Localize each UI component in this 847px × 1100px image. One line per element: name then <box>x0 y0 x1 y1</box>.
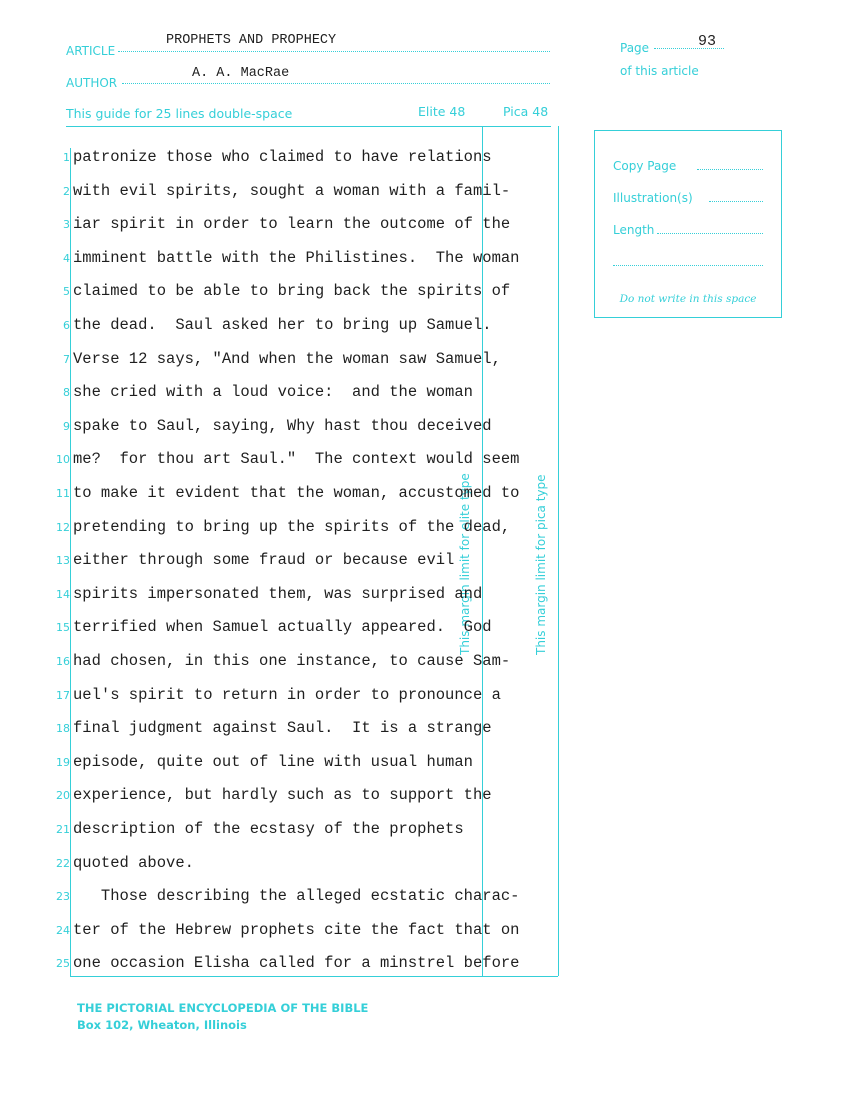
manuscript-line: she cried with a loud voice: and the woman <box>73 383 473 402</box>
line-number: 3 <box>63 218 70 232</box>
manuscript-line: quoted above. <box>73 853 194 872</box>
manuscript-line: experience, but hardly such as to support the <box>73 786 492 805</box>
top-border <box>66 126 551 127</box>
line-number: 4 <box>63 251 70 265</box>
article-label: ARTICLE <box>66 44 116 58</box>
manuscript-line: with evil spirits, sought a woman with a famil- <box>73 181 511 200</box>
author-label: AUTHOR <box>66 76 118 90</box>
manuscript-line: pretending to bring up the spirits of the dead, <box>73 517 511 536</box>
line-number: 2 <box>63 184 70 198</box>
bottom-border <box>70 976 558 977</box>
line-number: 19 <box>56 755 70 769</box>
manuscript-line: the dead. Saul asked her to bring up Samuel. <box>73 316 492 334</box>
line-number: 25 <box>56 957 70 971</box>
manuscript-line: claimed to be able to bring back the spirits of <box>73 282 511 301</box>
length-label: Length <box>613 223 655 237</box>
manuscript-line: description of the ecstasy of the prophets <box>73 820 464 838</box>
page-number: 93 <box>698 33 717 50</box>
manuscript-line: one occasion Elisha called for a minstrel before <box>73 954 520 973</box>
line-number: 9 <box>63 419 70 433</box>
manuscript-line: spirits impersonated them, was surprised and <box>73 584 483 603</box>
line-number: 10 <box>56 453 70 467</box>
editorial-box <box>594 130 782 318</box>
illustrations-label: Illustration(s) <box>613 191 693 205</box>
length-underline <box>657 233 763 234</box>
manuscript-line: final judgment against Saul. It is a strange <box>73 719 492 738</box>
manuscript-line: patronize those who claimed to have relations <box>73 148 492 166</box>
manuscript-line: iar spirit in order to learn the outcome of the <box>73 215 511 234</box>
manuscript-line: ter of the Hebrew prophets cite the fact that on <box>73 920 520 939</box>
line-number: 15 <box>56 621 70 635</box>
line-number: 5 <box>63 285 70 299</box>
of-article-label: of this article <box>620 64 699 78</box>
article-underline <box>118 51 550 52</box>
guide-note: This guide for 25 lines double-space <box>66 106 293 121</box>
manuscript-line: either through some fraud or because evil <box>73 551 455 570</box>
left-margin-line <box>70 148 71 976</box>
manuscript-line: Verse 12 says, "And when the woman saw Samuel, <box>73 349 501 368</box>
manuscript-line: episode, quite out of line with usual human <box>73 752 473 771</box>
manuscript-line: me? for thou art Saul." The context would seem <box>73 450 520 469</box>
publisher-name: THE PICTORIAL ENCYCLOPEDIA OF THE BIBLE <box>77 1001 369 1015</box>
manuscript-line: Those describing the alleged ecstatic charac- <box>73 887 520 906</box>
line-number: 21 <box>56 823 70 836</box>
line-number: 12 <box>56 520 70 534</box>
blank-underline <box>613 265 763 266</box>
publisher-address: Box 102, Wheaton, Illinois <box>77 1018 247 1032</box>
manuscript-line: uel's spirit to return in order to pronounce a <box>73 685 501 704</box>
article-title: PROPHETS AND PROPHECY <box>166 33 337 48</box>
elite-margin-note: This margin limit for elite type <box>458 473 472 655</box>
line-number: 20 <box>56 789 70 803</box>
length-field <box>613 223 763 238</box>
manuscript-line: had chosen, in this one instance, to cause Sam- <box>73 652 511 670</box>
manuscript-line: terrified when Samuel actually appeared. God <box>73 618 492 637</box>
copy-page-underline <box>697 169 763 170</box>
illustrations-field <box>613 191 763 206</box>
manuscript-line: spake to Saul, saying, Why hast thou deceived <box>73 416 492 435</box>
line-number: 6 <box>63 319 70 332</box>
do-not-write-note: Do not write in this space <box>619 293 757 305</box>
page-label: Page <box>620 41 650 55</box>
copy-page-label: Copy Page <box>613 159 677 173</box>
pica-margin-note: This margin limit for pica type <box>534 474 548 655</box>
line-number: 16 <box>56 655 70 668</box>
illustrations-underline <box>709 201 763 202</box>
author-name: A. A. MacRae <box>192 66 290 81</box>
line-number: 22 <box>56 856 70 870</box>
elite-label: Elite 48 <box>418 104 466 119</box>
line-number: 8 <box>63 386 70 400</box>
line-number: 11 <box>56 487 70 500</box>
author-underline <box>122 83 550 84</box>
line-number: 7 <box>63 352 70 366</box>
manuscript-line: to make it evident that the woman, accustomed to <box>73 484 520 502</box>
copy-page-field <box>613 159 763 174</box>
line-number: 24 <box>56 923 70 937</box>
line-number: 23 <box>56 890 70 904</box>
line-number: 18 <box>56 722 70 736</box>
line-number: 13 <box>56 554 70 568</box>
pica-margin-line <box>558 126 559 976</box>
line-number: 1 <box>63 151 70 164</box>
line-number: 14 <box>56 587 70 601</box>
manuscript-line: imminent battle with the Philistines. The woman <box>73 248 520 267</box>
pica-label: Pica 48 <box>503 104 549 119</box>
line-number: 17 <box>56 688 70 702</box>
